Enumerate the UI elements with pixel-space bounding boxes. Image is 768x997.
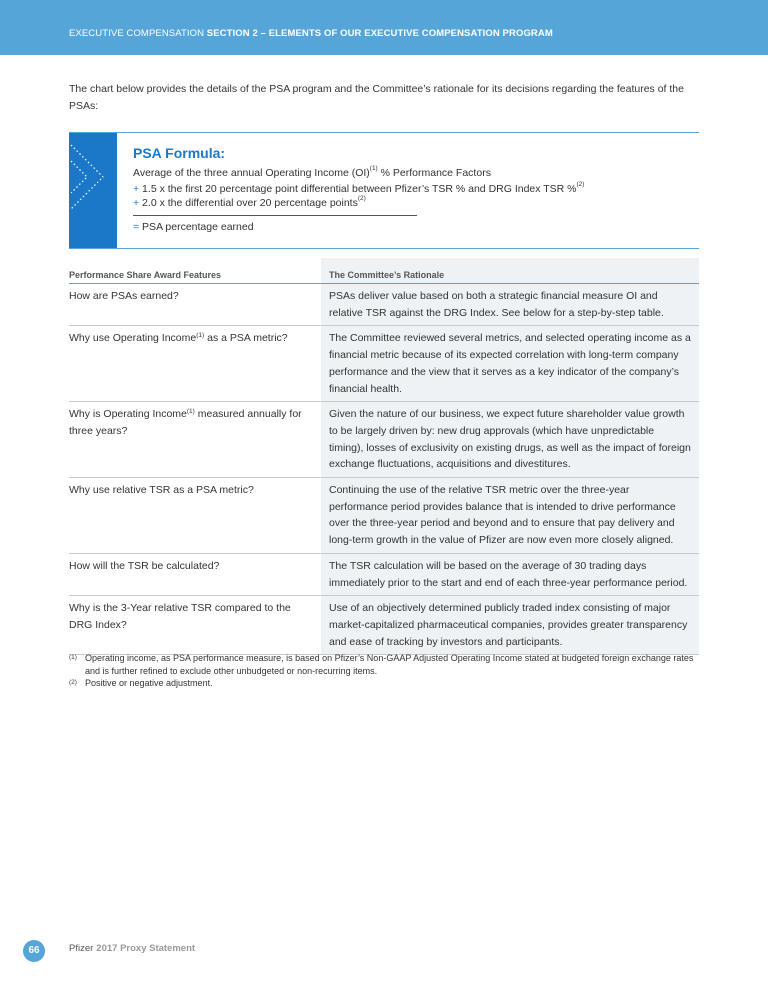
- footnotes: [69, 652, 699, 690]
- feature-cell: [69, 284, 321, 325]
- feature-text-end: measured annually for three years?: [69, 408, 302, 437]
- footnote-text: Positive or negative adjustment.: [85, 678, 213, 688]
- footer-company: Pfizer: [69, 943, 94, 954]
- psa-features-table: [69, 258, 699, 655]
- feature-text: Why is the 3-Year relative TSR compared to the DRG Index?: [69, 602, 291, 631]
- page-header: [0, 0, 768, 55]
- table-row: [69, 326, 699, 402]
- chevron-right-dotted-icon: [69, 133, 117, 248]
- plus-operator: +: [133, 183, 140, 195]
- feature-cell: [69, 402, 321, 477]
- footnote-text: Operating income, as PSA performance measure, is based on Pfizer’s Non-GAAP Adjusted Operating Income stated at budgeted foreign exchange rates and is further refined to exclude other unbudgeted or non-recurring items.: [85, 653, 694, 676]
- table-row: [69, 402, 699, 478]
- formula-line-3: [133, 197, 366, 209]
- formula-line-1-text: Average of the three annual Operating Income (OI): [133, 167, 370, 179]
- footnote-ref: (1): [196, 332, 205, 340]
- feature-text: Why is Operating Income: [69, 408, 187, 421]
- header-section: EXECUTIVE COMPENSATION: [69, 28, 205, 39]
- header-text: [69, 28, 553, 39]
- formula-result-text: PSA percentage earned: [139, 221, 254, 233]
- footer-text: [69, 943, 195, 954]
- footnote-mark: (2): [69, 679, 77, 686]
- formula-result: [133, 221, 254, 233]
- intro-paragraph: The chart below provides the details of the PSA program and the Committee’s rationale for its decisions regarding the features of the PSAs:: [69, 83, 684, 112]
- feature-text: How are PSAs earned?: [69, 290, 179, 302]
- formula-accent-bar: [69, 133, 117, 248]
- feature-cell: [69, 596, 321, 654]
- feature-text: How will the TSR be calculated?: [69, 559, 220, 572]
- column-header-rationale-cell: [321, 258, 699, 283]
- feature-cell: [69, 554, 321, 595]
- rationale-cell: PSAs deliver value based on both a strategic financial measure OI and relative TSR against the DRG Index. See below for a step-by-step table.: [321, 284, 699, 325]
- table-row: [69, 478, 699, 554]
- formula-line-1: [133, 167, 491, 179]
- table-row: [69, 554, 699, 596]
- footnote-ref: (2): [576, 181, 585, 188]
- table-header: [69, 258, 699, 284]
- psa-formula-box: [69, 132, 699, 249]
- formula-title: PSA Formula:: [133, 145, 226, 161]
- column-header-features: Performance Share Award Features: [69, 270, 222, 280]
- plus-operator: +: [133, 197, 140, 209]
- footnote: [69, 677, 699, 690]
- footnote-ref: (1): [369, 165, 378, 172]
- feature-text: Why use Operating Income: [69, 332, 197, 345]
- formula-line-2-text: 1.5 x the first 20 percentage point differential between Pfizer’s TSR % and DRG Index TSR %: [139, 183, 577, 195]
- page-number-badge: 66: [23, 940, 45, 962]
- feature-text: Why use relative TSR as a PSA metric?: [69, 484, 254, 497]
- table-row: [69, 596, 699, 655]
- feature-cell: [69, 478, 321, 553]
- footnote-mark: (1): [69, 654, 77, 661]
- rationale-cell: The Committee reviewed several metrics, and selected operating income as a financial metric because of its expected correlation with long-term company performance and the view that it serves as a key indicator of the company’s financial health.: [321, 326, 699, 401]
- header-title: SECTION 2 – ELEMENTS OF OUR EXECUTIVE COMPENSATION PROGRAM: [206, 28, 553, 39]
- rationale-cell: Continuing the use of the relative TSR metric over the three-year performance period provides balance that is intended to drive performance over the three-year period and beyond and to ensure that pay delivery and long-term growth in the value of Pfizer are now even more closely aligned.: [321, 478, 699, 553]
- column-header-rationale: The Committee’s Rationale: [329, 270, 445, 280]
- equals-operator: =: [133, 221, 140, 233]
- footer-document: 2017 Proxy Statement: [96, 943, 196, 954]
- formula-line-2: [133, 183, 584, 195]
- rationale-cell: Given the nature of our business, we expect future shareholder value growth to be largely driven by: new drug approvals (which have unpredictable timing), losses of exclusivity on existing drugs, as well as the impact of foreign exchange fluctuations, acquisitions and divestitures.: [321, 402, 699, 477]
- footnote-ref: (1): [186, 408, 195, 416]
- formula-line-3-text: 2.0 x the differential over 20 percentage points: [139, 197, 358, 209]
- feature-cell: [69, 326, 321, 401]
- footnote: [69, 652, 699, 677]
- rationale-cell: Use of an objectively determined publicly traded index consisting of major market-capitalized pharmaceutical companies, provides greater transparency and ease of tracking by investors and participants.: [321, 596, 699, 654]
- footnote-ref: (2): [357, 195, 366, 202]
- feature-text-end: as a PSA metric?: [204, 332, 288, 345]
- rationale-cell: The TSR calculation will be based on the average of 30 trading days immediately prior to the start and end of each three-year performance period.: [321, 554, 699, 595]
- table-row: [69, 284, 699, 326]
- formula-line-1-end: % Performance Factors: [377, 167, 491, 179]
- formula-divider: [133, 215, 417, 216]
